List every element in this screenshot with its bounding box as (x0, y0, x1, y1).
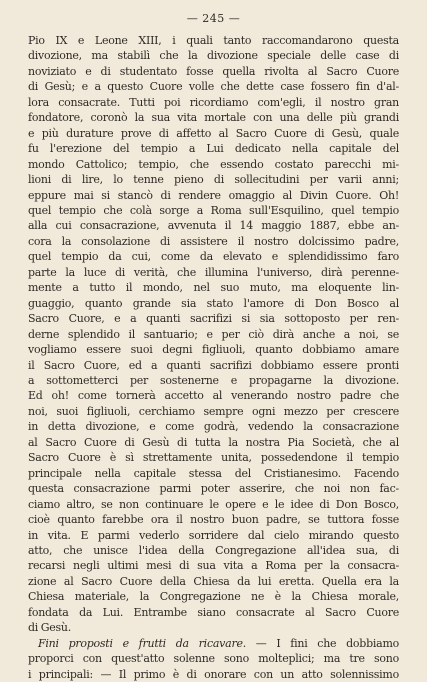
paragraph-line: fondatore, coronò la sua vita mortale con una delle più grandi (28, 111, 399, 125)
page-number: — 245 — (186, 12, 241, 25)
paragraph-line: mente a tutto il mondo, nel suo muto, ma eloquente lin- (28, 281, 399, 295)
paragraph-line: noviziato e di studentato fosse quella rivolta al Sacro Cuore (28, 64, 399, 78)
paragraph-line: Chiesa materiale, la Congregazione ne è la Chiesa morale, (28, 590, 399, 604)
paragraph-line: quel tempio da cui, come da elevato e splendidissimo faro (28, 250, 399, 264)
paragraph-line: cora la consolazione di assistere il nostro dolcissimo padre, (28, 234, 399, 248)
paragraph-line: in vita. E parmi vederlo sorridere dal cielo mirando questo (28, 528, 399, 542)
section-heading: Fini proposti e frutti da ricavare. (38, 636, 246, 650)
paragraph-line: di Gesù. (28, 621, 71, 635)
paragraph-line: mondo Cattolico; tempio, che essendo costato parecchi mi- (28, 157, 399, 171)
paragraph-line: a sottometterci per sostenerne e propagarne la divozione. (28, 373, 399, 387)
paragraph-line: zione al Sacro Cuore della Chiesa da lui eretta. Quella era la (28, 574, 399, 588)
paragraph-line: atto, che unisce l'idea della Congregazione all'idea sua, di (28, 543, 399, 557)
paragraph-line: Sacro Cuore è sì strettamente unita, possedendone il tempio (28, 451, 399, 465)
paragraph-line: Sacro Cuore, e a quanti sacrifizi si sia sottoposto per ren- (28, 312, 399, 326)
body-paragraph (28, 33, 399, 636)
paragraph-line: eppure mai si stancò di rendere omaggio al Divin Cuore. Oh! (28, 188, 399, 202)
paragraph-text: — I fini che dobbiamo (245, 636, 399, 650)
paragraph-line: questa consacrazione parmi poter asserire, che noi non fac- (28, 482, 399, 496)
final-paragraph (28, 636, 399, 682)
paragraph-line: lioni di lire, lo tenne pieno di sollecitudini per varii anni; (28, 173, 399, 187)
paragraph-line: di Gesù; e a questo Cuore volle che dette case fossero fin d'al- (28, 80, 399, 94)
paragraph-line: guaggio, quanto grande sia stato l'amore di Don Bosco al (28, 296, 399, 310)
paragraph-line: Ed oh! come tornerà accetto al venerando nostro padre che (28, 389, 399, 403)
paragraph-line: divozione, ma stabilì che la divozione speciale delle case di (28, 49, 399, 63)
paragraph-line: noi, suoi figliuoli, cerchiamo sempre ogni mezzo per crescere (28, 404, 399, 418)
paragraph-line: principale nella capitale stessa del Cristianesimo. Facendo (28, 466, 399, 480)
paragraph-line: alla cui consacrazione, avvenuta il 14 maggio 1887, ebbe an- (28, 219, 399, 233)
paragraph-line: Pio IX e Leone XIII, i quali tanto raccomandarono questa (28, 34, 399, 47)
paragraph-line: in detta divozione, e come godrà, vedendo la consacrazione (28, 420, 399, 434)
paragraph-line: il Sacro Cuore, ed a quanti sacrifizi dobbiamo essere pronti (28, 358, 399, 372)
paragraph-line: derne splendido il santuario; e per ciò dirà anche a noi, se (28, 327, 399, 341)
paragraph-line: ciamo altro, se non continuare le opere e le idee di Don Bosco, (28, 497, 399, 511)
paragraph-line: al Sacro Cuore di Gesù di tutta la nostra Pia Società, che al (28, 435, 399, 449)
paragraph-line: quel tempio che colà sorge a Roma sull'Esquilino, quel tempio (28, 203, 399, 217)
paragraph-line: lora consacrate. Tutti poi ricordiamo com'egli, il nostro gran (28, 95, 399, 109)
paragraph-line: e più durature prove di affetto al Sacro Cuore di Gesù, quale (28, 126, 399, 140)
paragraph-line: proporci con quest'atto solenne sono molteplici; ma tre sono (28, 652, 399, 666)
paragraph-line: cioè quanto farebbe ora il nostro buon padre, se tuttora fosse (28, 513, 399, 527)
paragraph-line (28, 636, 399, 651)
paragraph-line: fondata da Lui. Entrambe siano consacrate al Sacro Cuore (28, 605, 399, 619)
paragraph-line: parte la luce di verità, che illumina l'universo, dirà perenne- (28, 265, 399, 279)
paragraph-line: vogliamo essere suoi degni figliuoli, quanto dobbiamo amare (28, 343, 399, 357)
paragraph-line: fu l'erezione del tempio a Lui dedicato nella capitale del (28, 142, 399, 156)
paragraph-line: recarsi negli ultimi mesi di sua vita a Roma per la consacra- (28, 559, 399, 573)
paragraph-line: i principali: — Il primo è di onorare con un atto solennissimo (28, 667, 399, 681)
